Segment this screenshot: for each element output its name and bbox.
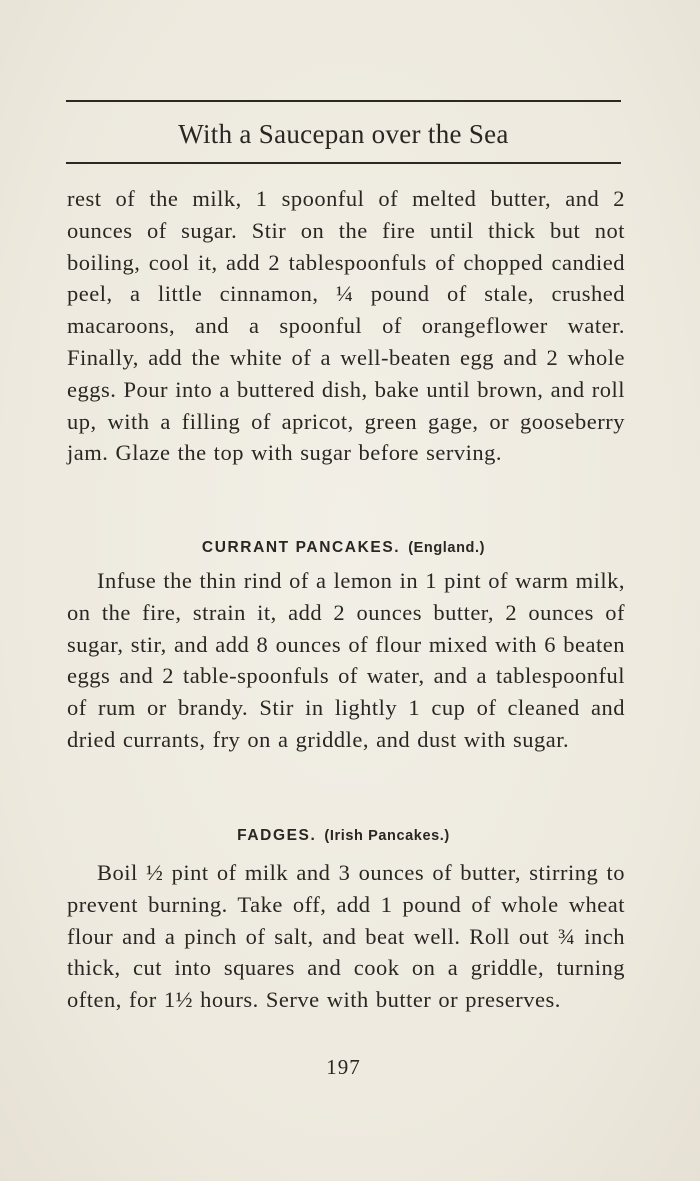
recipe-title: CURRANT PANCAKES. bbox=[201, 539, 401, 556]
page-number: 197 bbox=[326, 1055, 361, 1079]
recipe-heading-fadges bbox=[66, 826, 621, 846]
continuation-paragraph bbox=[67, 183, 625, 469]
recipe-body-currant-pancakes bbox=[67, 565, 625, 756]
recipe-heading-currant-pancakes bbox=[66, 538, 621, 558]
recipe-title: FADGES. bbox=[237, 827, 317, 844]
recipe-text: Boil ½ pint of milk and 3 ounces of butter, stirring to prevent burning. Take off, add 1 pound of whole wheat flour and a pinch of salt, and beat well. Roll out ¾ inch thick, cut into squares and cook on a griddle, turning often, for 1½ hours. Serve with butter or preserves. bbox=[67, 860, 625, 1013]
continuation-text: rest of the milk, 1 spoonful of melted butter, and 2 ounces of sugar. Stir on the fire until thick but not boiling, cool it, add 2 tablespoonfuls of chopped candied peel, a little cinnamon, ¼ pound of stale, crushed macaroons, and a spoonful of orangeflower water. Finally, add the white of a well-beaten egg and 2 whole eggs. Pour into a buttered dish, bake until brown, and roll up, with a filling of apricot, green gage, or gooseberry jam. Glaze the top with sugar before serving. bbox=[67, 186, 625, 466]
recipe-body-fadges bbox=[67, 857, 625, 1016]
header-rule-top bbox=[66, 100, 621, 102]
header-rule-bottom bbox=[66, 162, 621, 164]
running-head: With a Saucepan over the Sea bbox=[178, 119, 509, 149]
recipe-text: Infuse the thin rind of a lemon in 1 pint of warm milk, on the fire, strain it, add 2 ounces butter, 2 ounces of sugar, stir, and add 8 ounces of flour mixed with 6 beaten eggs and 2 table-spoonfuls of water, and a tablespoonful of rum or brandy. Stir in lightly 1 cup of cleaned and dried currants, fry on a griddle, and dust with sugar. bbox=[67, 568, 625, 752]
recipe-origin: (England.) bbox=[408, 540, 486, 556]
recipe-origin: (Irish Pancakes.) bbox=[324, 828, 450, 844]
